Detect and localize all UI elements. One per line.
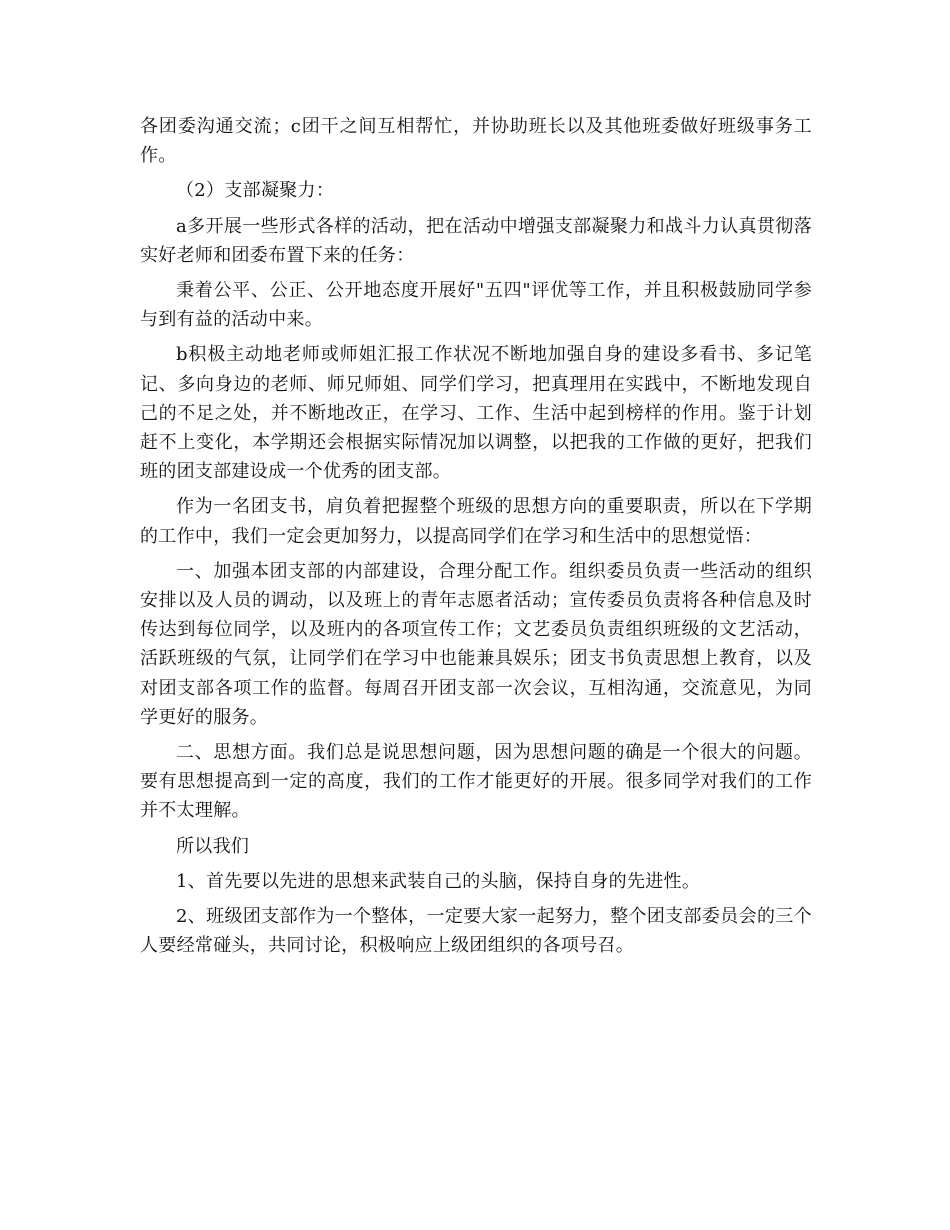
paragraph: 一、加强本团支部的内部建设，合理分配工作。组织委员负责一些活动的组织安排以及人员的调动，以及班上的青年志愿者活动；宣传委员负责将各种信息及时传达到每位同学，以及班内的各项宣传工作；文艺委员负责组织班级的文艺活动，活跃班级的气氛，让同学们在学习中也能兼具娱乐；团支书负责思想上教育，以及对团支部各项工作的监督。每周召开团支部一次会议，互相沟通，交流意见，为同学更好的服务。 [140, 560, 812, 728]
paragraph: 二、思想方面。我们总是说思想问题，因为思想问题的确是一个很大的问题。要有思想提高到一定的高度，我们的工作才能更好的开展。很多同学对我们的工作并不太理解。 [140, 742, 812, 822]
paragraph: 秉着公平、公正、公开地态度开展好"五四"评优等工作，并且积极鼓励同学参与到有益的活动中来。 [140, 280, 812, 331]
list-item: 1、首先要以先进的思想来武装自己的头脑，保持自身的先进性。 [176, 870, 701, 892]
section-heading: （2）支部凝聚力： [176, 180, 335, 202]
paragraph: 作为一名团支书，肩负着把握整个班级的思想方向的重要职责，所以在下学期的工作中，我们一定会更加努力，以提高同学们在学习和生活中的思想觉悟： [140, 496, 812, 547]
paragraph: b积极主动地老师或师姐汇报工作状况不断地加强自身的建设多看书、多记笔记、多向身边的老师、师兄师姐、同学们学习，把真理用在实践中，不断地发现自己的不足之处，并不断地改正，在学习、工作、生活中起到榜样的作用。鉴于计划赶不上变化，本学期还会根据实际情况加以调整，以把我的工作做的更好，把我们班的团支部建设成一个优秀的团支部。 [140, 344, 812, 483]
paragraph: a多开展一些形式各样的活动，把在活动中增强支部凝聚力和战斗力认真贯彻落实好老师和团委布置下来的任务： [140, 215, 812, 266]
document-body [140, 112, 812, 966]
paragraph: 各团委沟通交流；c团干之间互相帮忙，并协助班长以及其他班委做好班级事务工作。 [140, 116, 812, 167]
paragraph: 所以我们 [176, 835, 250, 857]
list-item: 2、班级团支部作为一个整体，一定要大家一起努力，整个团支部委员会的三个人要经常碰头，共同讨论，积极响应上级团组织的各项号召。 [140, 906, 812, 957]
